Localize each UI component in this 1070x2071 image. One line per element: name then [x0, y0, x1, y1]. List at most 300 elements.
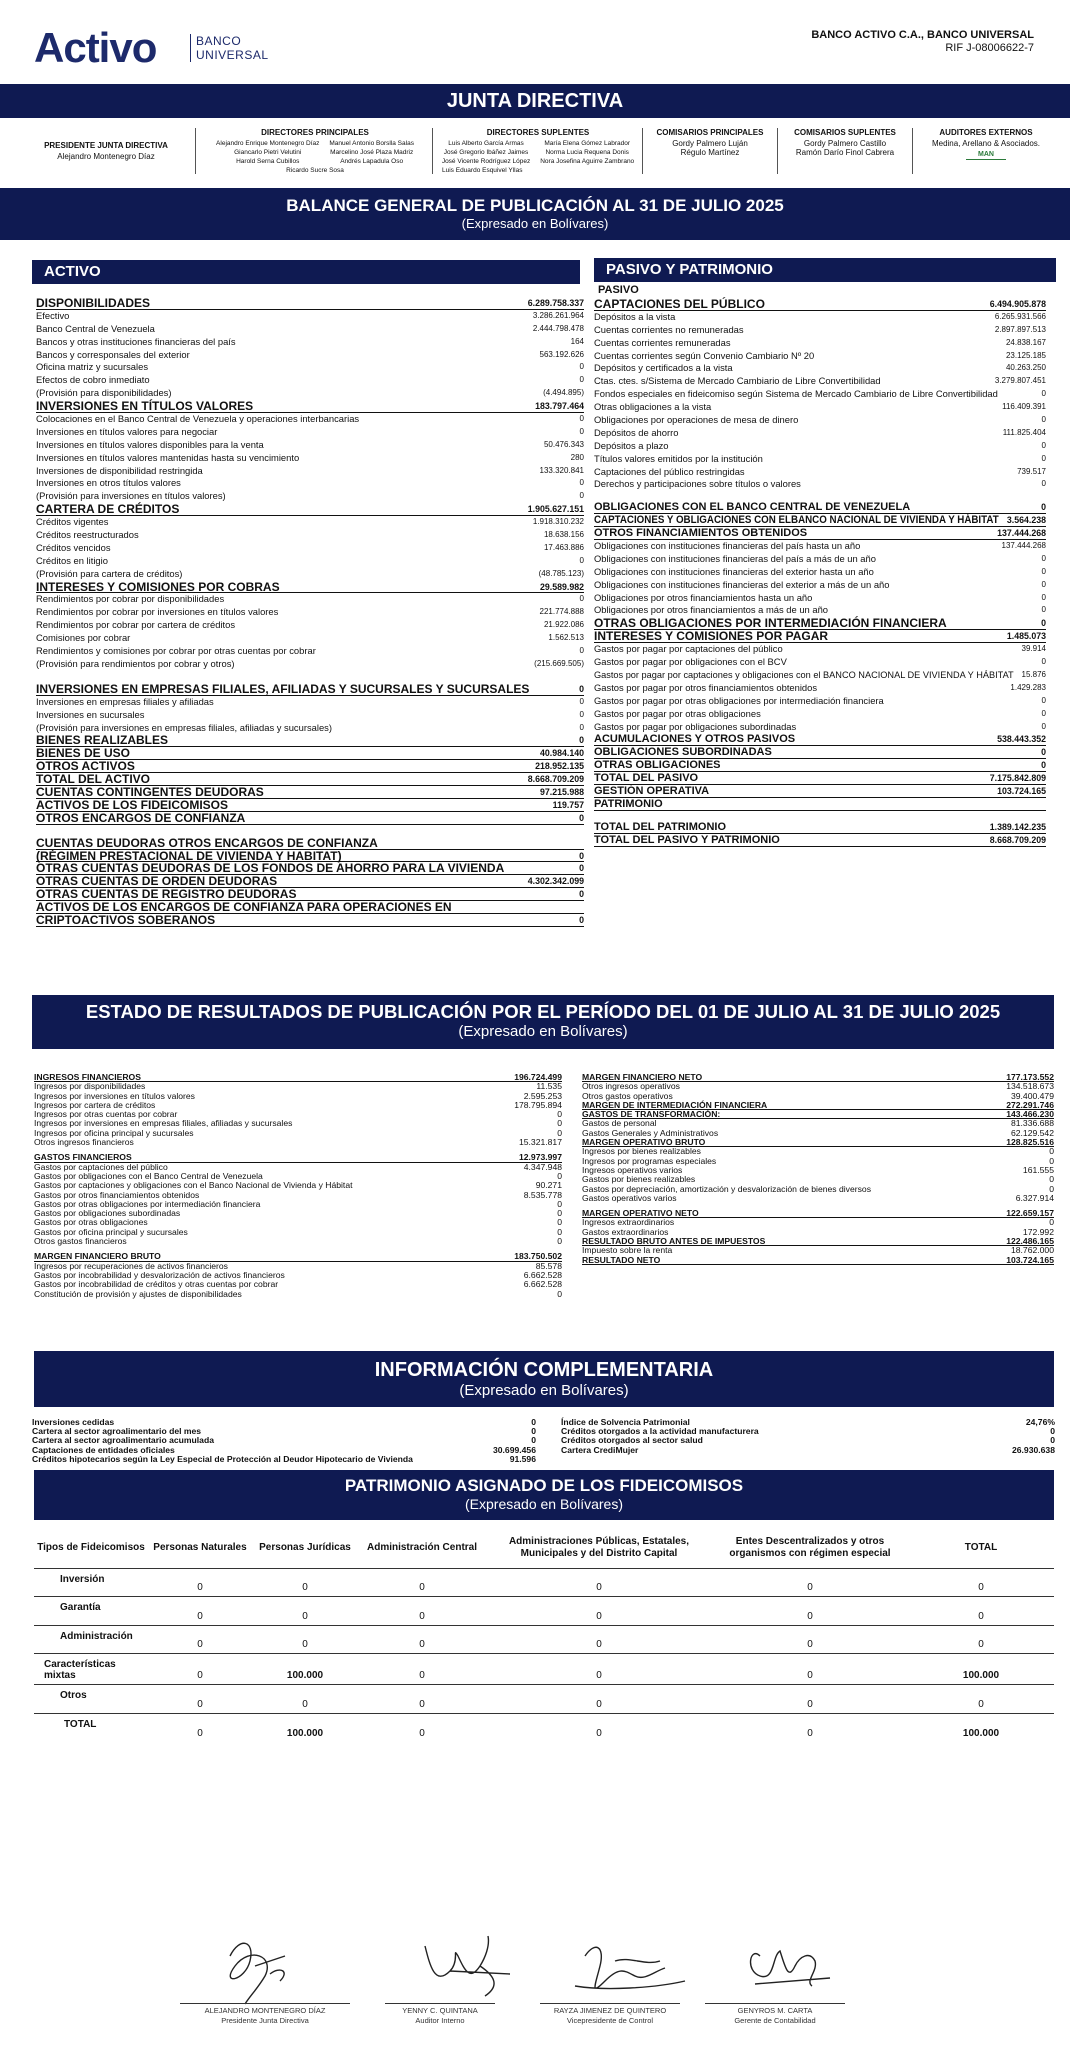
bank-legal-name: BANCO ACTIVO C.A., BANCO UNIVERSAL — [811, 29, 1034, 41]
line-item-label: Gastos por bienes realizables — [582, 1174, 696, 1185]
line-item — [594, 453, 1046, 466]
section-total — [36, 683, 584, 696]
trust-value-cell: 0 — [148, 1685, 252, 1714]
line-item — [34, 1290, 562, 1299]
line-item-value: 0 — [579, 683, 584, 694]
trust-type-cell: Otros — [34, 1685, 148, 1714]
line-item-value: 0 — [579, 709, 584, 719]
line-item-label: (Provisión para rendimientos por cobrar y otros) — [36, 657, 235, 669]
line-item-value: 15.321.817 — [518, 1137, 562, 1148]
line-item — [36, 529, 584, 542]
line-item-label: Depósitos de ahorro — [594, 426, 679, 438]
line-item — [594, 375, 1046, 388]
line-item-label: Gastos por pagar por captaciones y obligaciones con el BANCO NACIONAL DE VIVIENDA Y HÁBITAT — [594, 668, 1014, 680]
line-item-label: OTROS ENCARGOS DE CONFIANZA — [36, 810, 246, 825]
line-item-label: Ingresos por inversiones en empresas filiales, afiliadas y sucursales — [34, 1118, 293, 1129]
line-item-label: TOTAL DEL PATRIMONIO — [594, 820, 726, 833]
line-item — [594, 566, 1046, 579]
line-item-label: Gastos por depreciación, amortización y desvalorización de bienes diversos — [582, 1183, 871, 1194]
line-item-value: 103.724.165 — [1006, 1254, 1054, 1265]
section-total — [36, 581, 584, 594]
signatory-role: Vicepresidente de Control — [566, 2016, 654, 2025]
line-item-value: 24.838.167 — [1005, 337, 1046, 347]
line-item-label: RESULTADO BRUTO ANTES DE IMPUESTOS — [582, 1236, 766, 1247]
row-spacer — [594, 811, 1046, 821]
line-item-value: 218.952.135 — [535, 761, 584, 772]
line-item-label: MARGEN FINANCIERO NETO — [582, 1072, 703, 1082]
principal-name: Giancarlo Pietri Velutini — [234, 149, 302, 156]
line-item-value: 50.476.343 — [543, 439, 584, 449]
line-item-value: 18.638.156 — [543, 530, 584, 540]
signatory-role: Gerente de Contabilidad — [734, 2016, 816, 2025]
line-item-label: Efectos de cobro inmediato — [36, 374, 150, 386]
line-item-value: 0 — [1049, 1183, 1054, 1194]
line-item-label: Bancos y corresponsales del exterior — [36, 348, 190, 360]
line-item-label: Obligaciones con instituciones financieras del exterior a más de un año — [594, 578, 890, 590]
alternate-name: Norma Lucia Requena Donis — [545, 149, 629, 156]
line-item — [36, 310, 584, 323]
trust-value-cell: 0 — [148, 1625, 252, 1654]
line-item-label: CAPTACIONES Y OBLIGACIONES CON ELBANCO NACIONAL DE VIVIENDA Y HÁBITAT — [594, 514, 999, 527]
trust-value-cell: 0 — [486, 1654, 712, 1685]
section-total — [594, 514, 1046, 527]
line-item-label: Fondos especiales en fideicomiso según Sistema de Mercado Cambiario de Libre Convertibilidad — [594, 388, 998, 400]
line-item — [36, 709, 584, 722]
line-item — [36, 645, 584, 658]
line-item-value: 0 — [1041, 618, 1046, 629]
line-item-value: 0 — [1041, 657, 1046, 667]
line-item — [36, 465, 584, 478]
line-item-label: Gastos por pagar por otras obligaciones por intermediación financiera — [594, 694, 884, 706]
line-item-value: 0 — [1049, 1217, 1054, 1228]
line-item-value: 11.535 — [536, 1081, 562, 1092]
auditor-logo: MAN — [966, 150, 1006, 160]
line-item-value: 538.443.352 — [997, 734, 1046, 745]
line-item-value: 0 — [557, 1109, 562, 1120]
line-item-label: Depósitos a plazo — [594, 439, 669, 451]
line-item-label: (Provisión para inversiones en títulos valores) — [36, 490, 226, 502]
trust-value-cell: 0 — [252, 1568, 358, 1597]
bank-logo-wordmark: Activo — [34, 24, 157, 71]
president-title: PRESIDENTE JUNTA DIRECTIVA — [44, 141, 168, 150]
trust-value-cell: 100.000 — [252, 1713, 358, 1742]
line-item-value: 2.897.897.513 — [994, 324, 1046, 334]
line-item — [594, 656, 1046, 669]
line-item — [36, 568, 584, 581]
trust-row — [34, 1654, 1054, 1685]
line-item-value: 39.914 — [1021, 644, 1046, 654]
line-item-value: 3.286.261.964 — [532, 310, 584, 320]
line-item-value: 172.992 — [1022, 1226, 1054, 1237]
line-item-value: 0 — [579, 812, 584, 823]
line-item-label: INVERSIONES EN EMPRESAS FILIALES, AFILIADAS Y SUCURSALES Y SUCURSALES — [36, 681, 530, 696]
line-item-value: 177.173.552 — [1006, 1072, 1054, 1082]
line-item-label: Títulos valores emitidos por la institución — [594, 452, 763, 464]
line-item — [36, 426, 584, 439]
line-item-value: 0 — [1049, 1174, 1054, 1185]
info-right-list — [561, 1418, 1055, 1455]
trust-value-cell: 0 — [358, 1713, 486, 1742]
line-item-value: 1.389.142.235 — [989, 821, 1046, 832]
line-item-label: Depósitos a la vista — [594, 310, 676, 322]
signature-block — [385, 2003, 495, 2026]
line-item-label: OTRAS CUENTAS DE ORDEN DEUDORAS — [36, 874, 278, 889]
trust-value-cell: 0 — [712, 1625, 908, 1654]
line-item-value: 0 — [557, 1288, 562, 1299]
line-item — [594, 466, 1046, 479]
line-item-label: Comisiones por cobrar — [36, 632, 131, 644]
row-spacer — [594, 491, 1046, 501]
line-item-value: 134.518.673 — [1006, 1081, 1054, 1092]
alt-commissioner-name: Ramón Darío Finol Cabrera — [795, 148, 895, 157]
line-item-value: 137.444.268 — [1001, 541, 1046, 551]
line-item — [582, 1194, 1054, 1203]
alternate-name: José Vicente Rodríguez López — [441, 158, 531, 165]
board-divider — [195, 128, 196, 174]
line-item-label: Obligaciones con instituciones financieras del exterior hasta un año — [594, 565, 874, 577]
line-item-label: Gastos por oficina principal y sucursales — [34, 1226, 188, 1237]
line-item-label: OTROS ACTIVOS — [36, 759, 135, 774]
line-item-value: 0 — [579, 426, 584, 436]
alternate-name: Luis Eduardo Esquivel Yllas — [442, 167, 523, 174]
line-item-value: 103.724.165 — [997, 785, 1046, 796]
line-item-value: 122.659.157 — [1006, 1208, 1054, 1219]
line-item-value: 116.409.391 — [1002, 402, 1046, 412]
line-item — [36, 632, 584, 645]
board-commissioners — [645, 128, 775, 157]
section-total — [582, 1256, 1054, 1265]
trust-value-cell: 0 — [358, 1568, 486, 1597]
line-item-value: 85.578 — [535, 1260, 562, 1271]
line-item-value: 143.466.230 — [1006, 1109, 1054, 1120]
trust-row — [34, 1597, 1054, 1626]
section-total — [36, 400, 584, 413]
line-item-value: 0 — [1041, 605, 1046, 615]
section-total — [594, 798, 1046, 811]
line-item — [36, 542, 584, 555]
line-item-value: 0 — [1049, 1146, 1054, 1157]
line-item-label: Impuesto sobre la renta — [582, 1245, 673, 1256]
line-item-label: MARGEN DE INTERMEDIACIÓN FINANCIERA — [582, 1099, 768, 1110]
info-subtitle: (Expresado en Bolívares) — [459, 1382, 629, 1399]
line-item-value: 81.336.688 — [1010, 1118, 1054, 1129]
info-band — [34, 1351, 1054, 1407]
line-item-value: 0 — [557, 1226, 562, 1237]
trust-value-cell: 0 — [712, 1654, 908, 1685]
section-total — [594, 821, 1046, 834]
line-item-value: 0 — [579, 414, 584, 424]
trust-value-cell: 0 — [358, 1685, 486, 1714]
info-value: 91.596 — [509, 1453, 536, 1464]
line-item-value: 183.797.464 — [535, 401, 584, 412]
trust-type-cell: Inversión — [34, 1568, 148, 1597]
trust-col-public: Administraciones Públicas, Estatales, Municipales y del Distrito Capital — [508, 1535, 690, 1559]
auditors-title: AUDITORES EXTERNOS — [939, 128, 1033, 137]
line-item — [594, 540, 1046, 553]
line-item-value: 18.762.000 — [1010, 1245, 1054, 1256]
line-item-value: 0 — [1041, 747, 1046, 758]
line-item-value: 0 — [1041, 579, 1046, 589]
line-item-label: Otros ingresos financieros — [34, 1137, 134, 1148]
line-item-value: 0 — [579, 914, 584, 925]
info-left-list — [32, 1418, 536, 1464]
line-item-label: ACTIVOS DE LOS FIDEICOMISOS — [36, 797, 229, 812]
line-item-label: OTRAS OBLIGACIONES — [594, 759, 721, 772]
line-item-label: (Provisión para inversiones en empresas filiales, afiliadas y sucursales) — [36, 721, 332, 733]
line-item-value: 0 — [579, 491, 584, 501]
line-item-label: MARGEN OPERATIVO BRUTO — [582, 1137, 706, 1148]
section-total — [36, 837, 584, 850]
line-item-value: 0 — [579, 478, 584, 488]
signature-block — [705, 2003, 845, 2026]
signature-president — [180, 1926, 350, 2006]
info-item — [32, 1455, 536, 1464]
line-item-label: INTERESES Y COMISIONES POR PAGAR — [594, 629, 829, 644]
line-item-label: ACUMULACIONES Y OTROS PASIVOS — [594, 733, 796, 746]
section-total — [36, 297, 584, 310]
section-total — [594, 746, 1046, 759]
line-item — [594, 592, 1046, 605]
line-item-value: 97.215.988 — [539, 786, 584, 797]
line-item — [36, 336, 584, 349]
alternate-name: Nora Josefina Aguirre Zambrano — [540, 158, 635, 165]
principal-name: Harold Serna Cubillos — [236, 158, 300, 165]
activo-list — [36, 297, 584, 927]
trust-value-cell: 0 — [252, 1597, 358, 1626]
line-item — [36, 452, 584, 465]
commissioner-name: Gordy Palmero Luján — [672, 139, 748, 148]
line-item-value: 739.517 — [1017, 466, 1046, 476]
line-item-value: 111.825.404 — [1002, 427, 1046, 437]
results-right-list — [582, 1073, 1054, 1265]
line-item-value: 128.825.516 — [1006, 1137, 1054, 1148]
line-item-label: Inversiones en títulos valores disponibles para la venta — [36, 438, 264, 450]
line-item — [594, 311, 1046, 324]
trust-col-total: TOTAL — [964, 1541, 998, 1553]
trust-title: PATRIMONIO ASIGNADO DE LOS FIDEICOMISOS — [344, 1476, 744, 1495]
line-item-label: Ingresos por otras cuentas por cobrar — [34, 1109, 178, 1120]
line-item-value: 0 — [1041, 760, 1046, 771]
line-item — [594, 669, 1046, 682]
row-spacer — [36, 825, 584, 837]
trust-value-cell: 0 — [358, 1597, 486, 1626]
line-item-label: Ingresos operativos varios — [582, 1164, 683, 1175]
trust-row — [34, 1685, 1054, 1714]
line-item-label: (Provisión para cartera de créditos) — [36, 567, 183, 579]
line-item — [36, 516, 584, 529]
principal-name: Manuel Antonio Borslla Salas — [329, 140, 414, 147]
results-title: ESTADO DE RESULTADOS DE PUBLICACIÓN POR EL PERÍODO DEL 01 DE JULIO AL 31 DE JULIO 2025 — [85, 1001, 1001, 1022]
commissioners-title: COMISARIOS PRINCIPALES — [656, 128, 764, 137]
bank-logo-subtitle — [190, 34, 269, 62]
principal-name: Alejandro Enrique Montenegro Díaz — [216, 140, 320, 147]
info-label: Índice de Solvencia Patrimonial — [561, 1417, 690, 1427]
line-item-value: 40.263.250 — [1005, 363, 1046, 373]
line-item — [36, 619, 584, 632]
line-item-value: 15.876 — [1021, 669, 1046, 679]
president-name: Alejandro Montenegro Díaz — [57, 152, 155, 161]
line-item-label: Otros gastos financieros — [34, 1236, 127, 1247]
line-item — [594, 478, 1046, 491]
line-item-value: 1.485.073 — [1006, 631, 1046, 642]
board-alt-commissioners — [780, 128, 910, 157]
line-item-label: Rendimientos por cobrar por disponibilidades — [36, 593, 225, 605]
balance-subtitle: (Expresado en Bolívares) — [461, 216, 609, 231]
info-title: INFORMACIÓN COMPLEMENTARIA — [374, 1359, 714, 1381]
line-item-label: Ingresos por inversiones en títulos valores — [34, 1090, 195, 1101]
line-item-label: Gastos extraordinarios — [582, 1226, 669, 1237]
board-divider — [642, 128, 643, 174]
line-item-value: 272.291.746 — [1006, 1099, 1054, 1110]
info-value: 0 — [1050, 1426, 1055, 1437]
trust-col-juridical: Personas Jurídicas — [259, 1541, 351, 1553]
line-item-label: Inversiones en otros títulos valores — [36, 477, 181, 489]
line-item-value: 0 — [579, 863, 584, 874]
line-item-value: 23.125.185 — [1005, 350, 1046, 360]
line-item-value: 40.984.140 — [539, 748, 584, 759]
line-item-value: 196.724.499 — [514, 1072, 562, 1082]
line-item-label: INTERESES Y COMISIONES POR COBRAS — [36, 579, 280, 594]
trust-value-cell: 0 — [252, 1625, 358, 1654]
line-item-label: Ingresos por programas especiales — [582, 1155, 717, 1166]
alternates-title: DIRECTORES SUPLENTES — [486, 128, 590, 137]
trust-value-cell: 0 — [358, 1654, 486, 1685]
auditor-name: Medina, Arellano & Asociados. — [931, 139, 1041, 148]
trust-value-cell: 0 — [358, 1625, 486, 1654]
line-item-label: Ingresos por disponibilidades — [34, 1081, 146, 1092]
line-item-label: Gastos por obligaciones subordinadas — [34, 1208, 181, 1219]
line-item-value: 0 — [557, 1118, 562, 1129]
line-item — [36, 349, 584, 362]
line-item-label: TOTAL DEL PASIVO Y PATRIMONIO — [594, 833, 780, 846]
line-item-value: 39.400.479 — [1010, 1090, 1054, 1101]
info-label: Captaciones de entidades oficiales — [32, 1444, 175, 1455]
line-item-label: BIENES DE USO — [36, 746, 131, 761]
line-item-label: TOTAL DEL PASIVO — [594, 772, 699, 785]
line-item-label: MARGEN OPERATIVO NETO — [582, 1208, 699, 1219]
trust-value-cell: 0 — [148, 1713, 252, 1742]
line-item-label: Gastos por pagar por obligaciones subordinadas — [594, 720, 797, 732]
activo-header: ACTIVO — [32, 260, 580, 284]
trust-value-cell: 0 — [712, 1597, 908, 1626]
line-item-label: Obligaciones con instituciones financieras del país a más de un año — [594, 552, 876, 564]
trust-col-type: Tipos de Fideicomisos — [37, 1541, 145, 1553]
line-item-value: 0 — [1041, 440, 1046, 450]
signatory-name: ALEJANDRO MONTENEGRO DÍAZ — [204, 2006, 326, 2015]
signatory-role: Auditor Interno — [415, 2016, 465, 2025]
line-item-label: Gastos de personal — [582, 1118, 657, 1129]
section-total — [594, 501, 1046, 514]
trust-value-cell: 0 — [908, 1625, 1054, 1654]
line-item-value: 0 — [1041, 721, 1046, 731]
results-subtitle: (Expresado en Bolívares) — [458, 1023, 628, 1040]
line-item-value: 6.327.914 — [1015, 1192, 1054, 1203]
line-item-value: 8.668.709.209 — [527, 774, 584, 785]
line-item-value: 3.279.807.451 — [994, 376, 1046, 386]
line-item — [36, 555, 584, 568]
trust-value-cell: 0 — [908, 1597, 1054, 1626]
line-item-label: GASTOS FINANCIEROS — [34, 1152, 132, 1163]
info-value: 0 — [531, 1417, 536, 1427]
line-item-value: (4.494.895) — [543, 388, 584, 398]
line-item-value: 0 — [1041, 592, 1046, 602]
info-value: 0 — [1050, 1435, 1055, 1446]
line-item-label: PATRIMONIO — [594, 797, 663, 810]
line-item — [594, 708, 1046, 721]
signatory-name: RAYZA JIMENEZ DE QUINTERO — [553, 2006, 667, 2015]
signatory-role: Presidente Junta Directiva — [221, 2016, 309, 2025]
line-item-label: MARGEN FINANCIERO BRUTO — [34, 1251, 161, 1262]
line-item-label: Gastos por incobrabilidad de créditos y otras cuentas por cobrar — [34, 1279, 279, 1290]
line-item-value: 0 — [1041, 415, 1046, 425]
line-item-value: 6.265.931.566 — [994, 311, 1046, 321]
line-item-value: 8.668.709.209 — [989, 834, 1046, 845]
line-item-label: OTRAS CUENTAS DEUDORAS DE LOS FONDOS DE AHORRO PARA LA VIVIENDA — [36, 861, 505, 876]
line-item-label: Oficina matriz y sucursales — [36, 361, 149, 373]
line-item-label: Efectivo — [36, 309, 70, 321]
trust-row — [34, 1713, 1054, 1742]
line-item-label: Obligaciones con instituciones financieras del país hasta un año — [594, 540, 861, 552]
board-principals — [200, 128, 430, 175]
line-item-value: 0 — [557, 1236, 562, 1247]
line-item-value: 3.564.238 — [1006, 515, 1046, 526]
line-item — [594, 350, 1046, 363]
logo-sub-line2: UNIVERSAL — [196, 48, 269, 62]
trust-value-cell: 0 — [252, 1685, 358, 1714]
line-item-label: Gastos Generales y Administrativos — [582, 1127, 719, 1138]
alt-commissioner-name: Gordy Palmero Castillo — [803, 139, 887, 148]
section-total — [36, 812, 584, 825]
trust-value-cell: 0 — [148, 1654, 252, 1685]
line-item-value: 90.271 — [535, 1180, 562, 1191]
line-item-value: 563.192.626 — [539, 349, 584, 359]
line-item-label: Obligaciones por otros financiamientos hasta un año — [594, 591, 813, 603]
line-item — [36, 439, 584, 452]
line-item-label: CAPTACIONES DEL PÚBLICO — [594, 297, 765, 311]
principal-name: Marcelino José Plaza Madriz — [330, 149, 414, 156]
line-item-value: 0 — [1041, 708, 1046, 718]
line-item-value: 1.562.513 — [548, 633, 584, 643]
trust-band — [34, 1470, 1054, 1520]
line-item-label: GASTOS DE TRANSFORMACIÓN: — [582, 1109, 721, 1120]
line-item-label: CUENTAS CONTINGENTES DEUDORAS — [36, 784, 264, 799]
line-item-label: Cuentas corrientes remuneradas — [594, 336, 731, 348]
line-item-value: 0 — [579, 646, 584, 656]
line-item-value: 2.444.798.478 — [532, 323, 584, 333]
line-item-value: 4.347.948 — [523, 1161, 562, 1172]
line-item-label: Rendimientos y comisiones por cobrar por otras cuentas por cobrar — [36, 645, 316, 657]
info-value: 24,76% — [1025, 1417, 1055, 1427]
line-item-value: 133.320.841 — [539, 465, 584, 475]
trust-col-central: Administración Central — [366, 1541, 478, 1553]
line-item-value: 0 — [579, 696, 584, 706]
line-item-label: Depósitos y certificados a la vista — [594, 362, 733, 374]
alternate-name: José Gregorio Ibáñez Jaimes — [443, 149, 529, 156]
line-item-label: BIENES REALIZABLES — [36, 733, 169, 748]
line-item-value: 137.444.268 — [997, 528, 1046, 539]
line-item-label: Captaciones del público restringidas — [594, 465, 745, 477]
results-left-list — [34, 1073, 562, 1299]
board-title: JUNTA DIRECTIVA — [0, 84, 1070, 118]
line-item-label: Inversiones en empresas filiales y afiliadas — [36, 695, 214, 707]
line-item-value: 0 — [557, 1217, 562, 1228]
trust-value-cell: 0 — [908, 1568, 1054, 1597]
line-item-label: Derechos y participaciones sobre títulos o valores — [594, 478, 801, 490]
trust-type-cell: Características mixtas — [34, 1654, 148, 1685]
line-item-label: Gastos por captaciones del público — [34, 1161, 168, 1172]
line-item-label: INVERSIONES EN TÍTULOS VALORES — [36, 399, 254, 414]
line-item-label: Gastos por pagar por obligaciones con el BCV — [594, 656, 787, 668]
